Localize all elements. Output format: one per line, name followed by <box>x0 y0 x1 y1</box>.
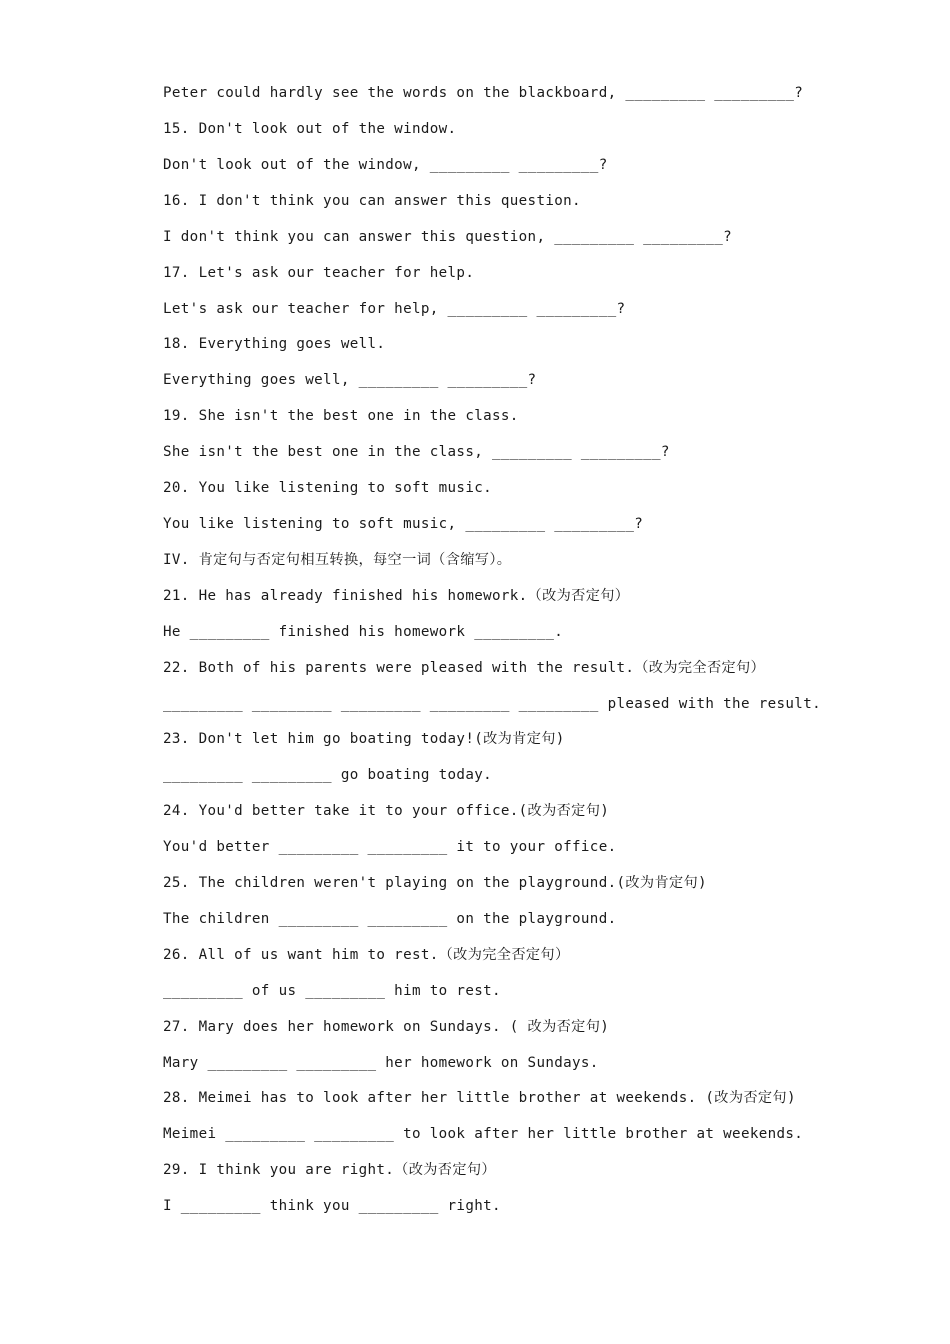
exercise-line: I don't think you can answer this question, _________ _________? <box>163 229 733 245</box>
exercise-line: 21. He has already finished his homework.（改为否定句） <box>163 588 630 604</box>
exercise-line: Mary _________ _________ her homework on Sundays. <box>163 1055 599 1071</box>
exercise-line: _________ of us _________ him to rest. <box>163 983 501 999</box>
exercise-line: 24. You'd better take it to your office.(改为否定句) <box>163 803 610 819</box>
section-heading: IV. 肯定句与否定句相互转换，每空一词（含缩写）。 <box>163 552 512 568</box>
exercise-line: He _________ finished his homework _________. <box>163 624 564 640</box>
exercise-line: 18. Everything goes well. <box>163 336 386 352</box>
exercise-line: 29. I think you are right.（改为否定句） <box>163 1162 496 1178</box>
exercise-line: 19. She isn't the best one in the class. <box>163 408 519 424</box>
exercise-line: 27. Mary does her homework on Sundays. ( 改为否定句) <box>163 1019 610 1035</box>
exercise-line: 17. Let's ask our teacher for help. <box>163 265 475 281</box>
exercise-line: 16. I don't think you can answer this question. <box>163 193 581 209</box>
exercise-line: 28. Meimei has to look after her little brother at weekends. (改为否定句) <box>163 1090 796 1106</box>
exercise-line: Don't look out of the window, _________ _________? <box>163 157 608 173</box>
exercise-line: 23. Don't let him go boating today!(改为肯定句) <box>163 731 565 747</box>
exercise-line: _________ _________ _________ _________ _________ pleased with the result. <box>163 696 821 712</box>
exercise-line: I _________ think you _________ right. <box>163 1198 501 1214</box>
exercise-line: You'd better _________ _________ it to your office. <box>163 839 617 855</box>
exercise-line: Meimei _________ _________ to look after her little brother at weekends. <box>163 1126 804 1142</box>
exercise-line: Everything goes well, _________ _________? <box>163 372 537 388</box>
exercise-line: The children _________ _________ on the playground. <box>163 911 617 927</box>
exercise-line: 22. Both of his parents were pleased with the result.（改为完全否定句） <box>163 660 766 676</box>
exercise-line: Peter could hardly see the words on the blackboard, _________ _________? <box>163 85 804 101</box>
exercise-line: _________ _________ go boating today. <box>163 767 492 783</box>
exercise-line: 26. All of us want him to rest.（改为完全否定句） <box>163 947 570 963</box>
exercise-line: You like listening to soft music, _________ _________? <box>163 516 644 532</box>
exercise-line: She isn't the best one in the class, _________ _________? <box>163 444 670 460</box>
exercise-line: 15. Don't look out of the window. <box>163 121 457 137</box>
exercise-line: 20. You like listening to soft music. <box>163 480 492 496</box>
exercise-line: 25. The children weren't playing on the playground.(改为肯定句) <box>163 875 707 891</box>
exercise-line: Let's ask our teacher for help, _________ _________? <box>163 301 626 317</box>
